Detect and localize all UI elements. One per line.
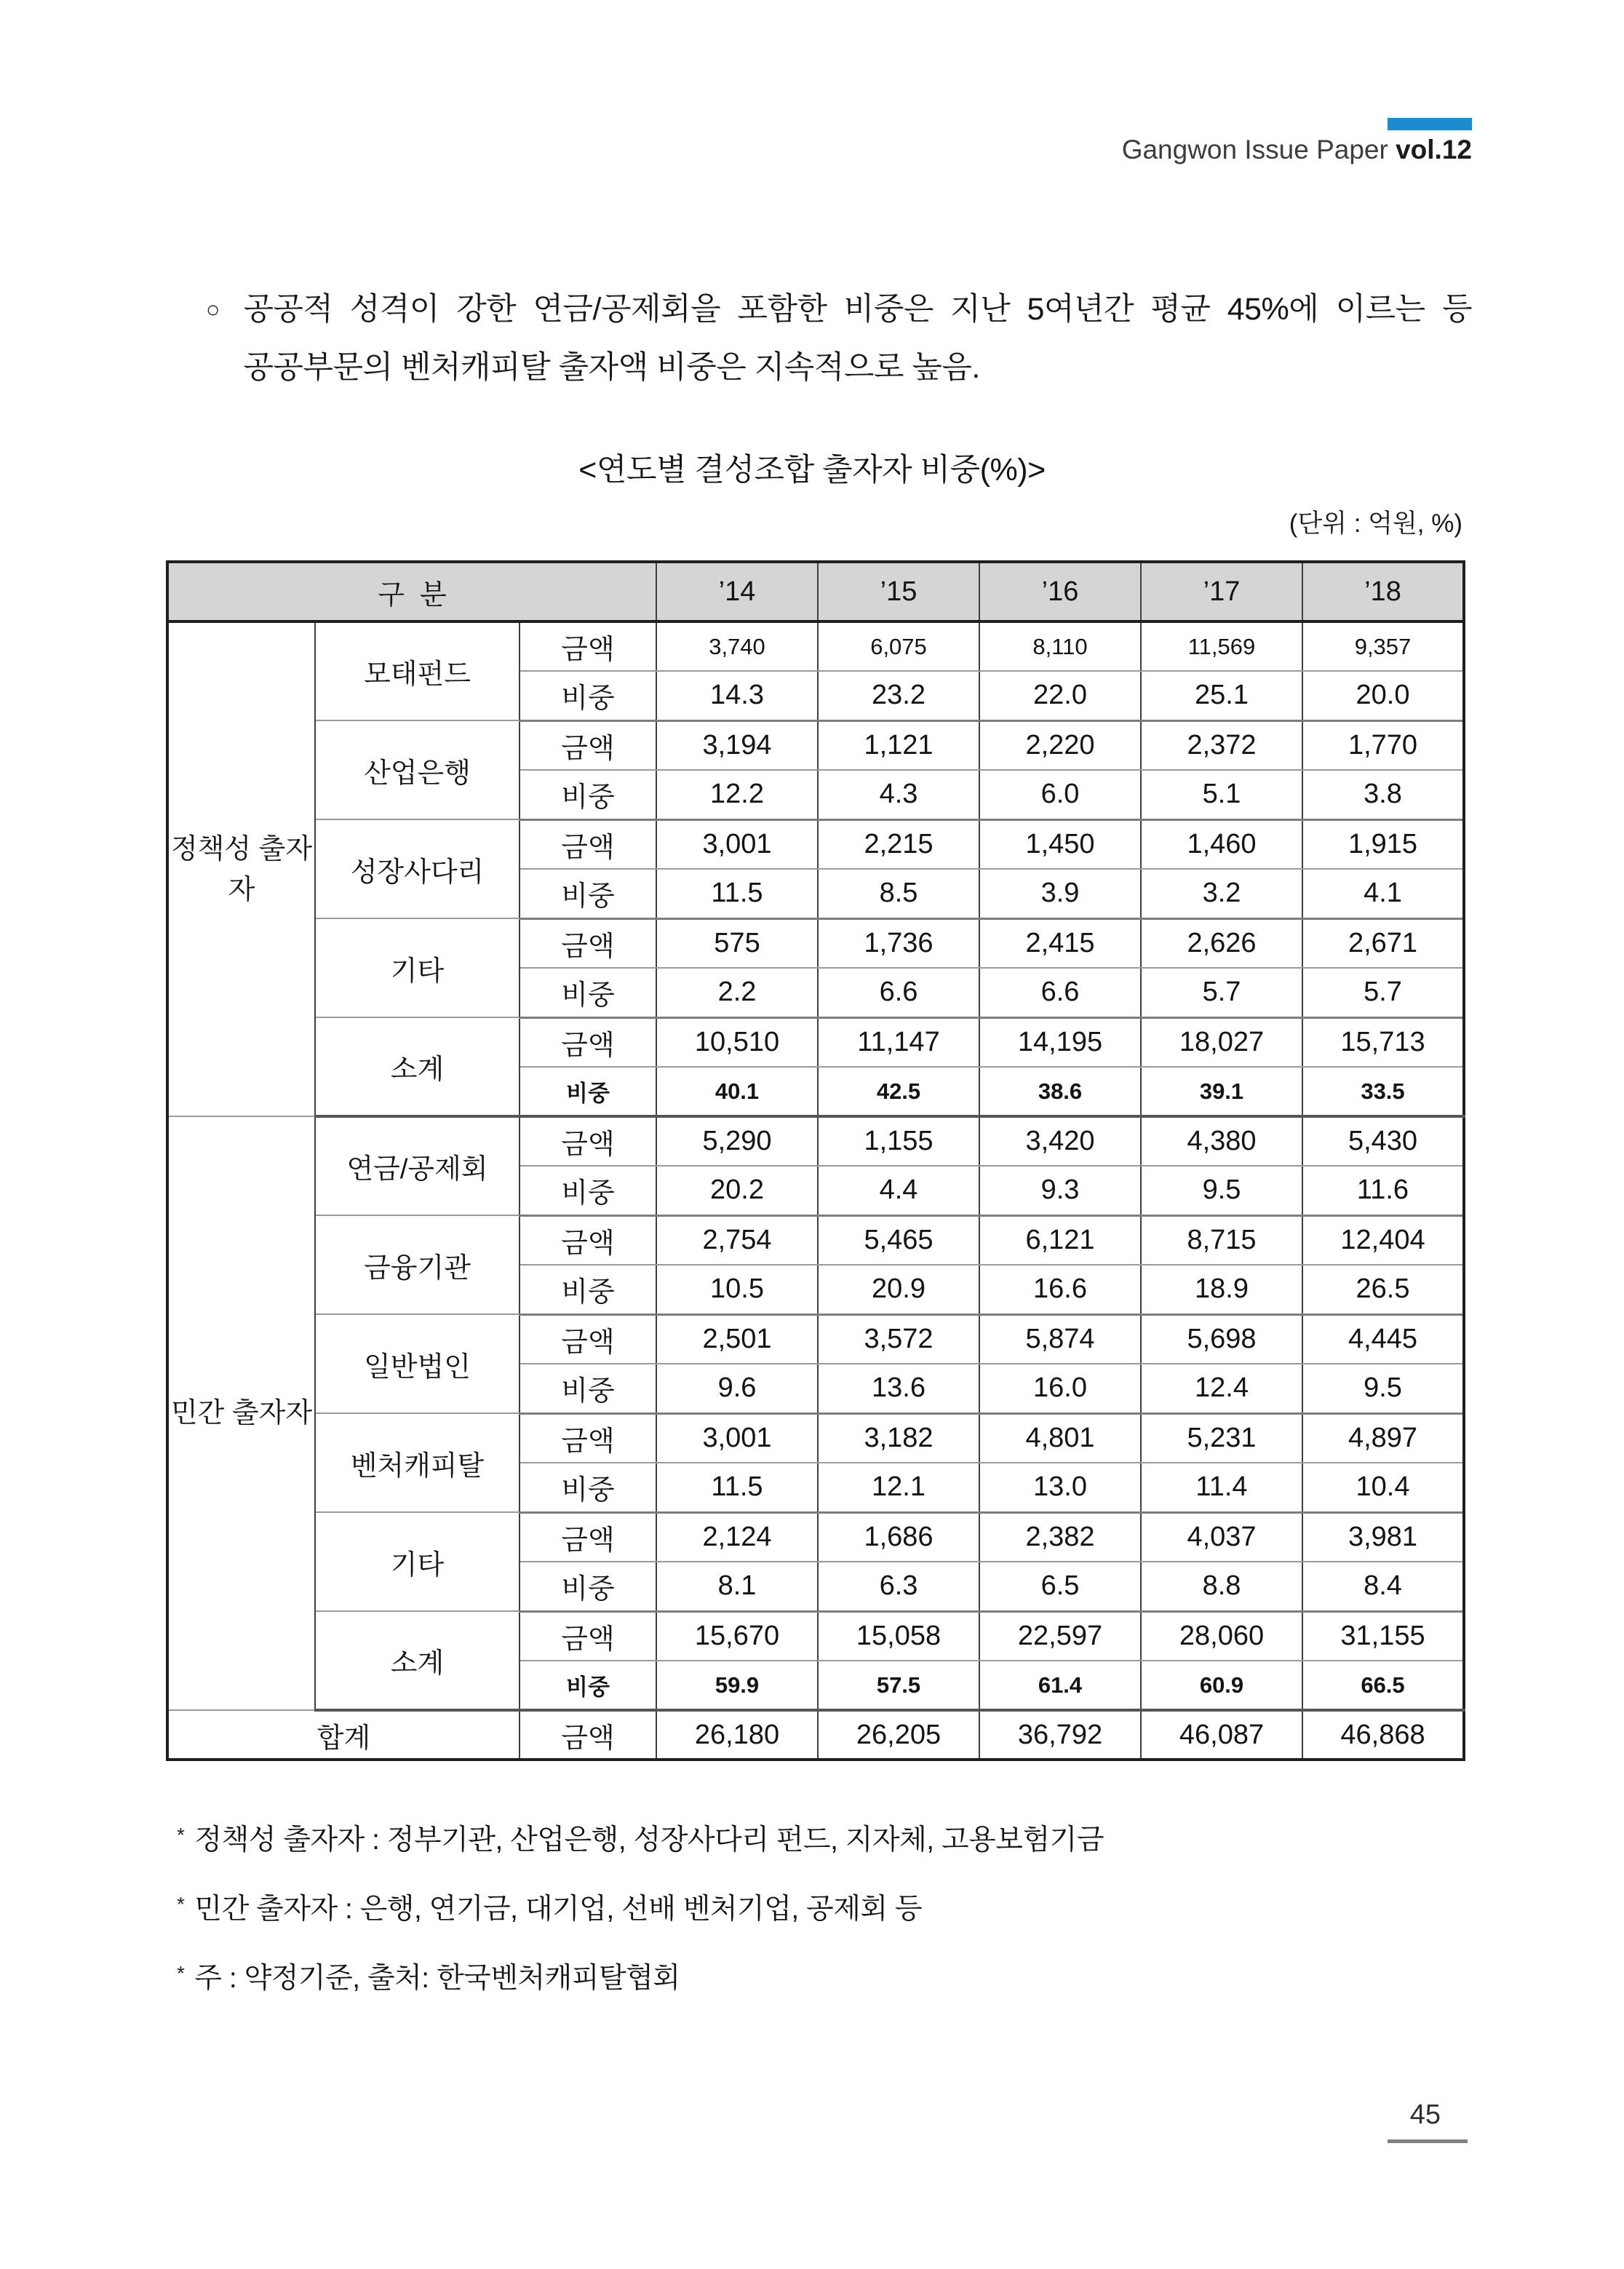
- footnote-line: [177, 1803, 1472, 1872]
- amount-value: 2,124: [656, 1512, 818, 1562]
- bullet-text: 공공적 성격이 강한 연금/공제회을 포함한 비중은 지난 5여년간 평균 45%에 이르는 등 공공부문의 벤처캐피탈 출자액 비중은 지속적으로 높음.: [243, 292, 1472, 385]
- ratio-value: 16.0: [979, 1364, 1141, 1413]
- metric-label: 비중: [520, 1364, 656, 1413]
- amount-value: 4,897: [1302, 1413, 1464, 1463]
- ratio-value: 22.0: [979, 671, 1141, 720]
- ratio-value: 38.6: [979, 1067, 1141, 1116]
- amount-value: 11,147: [818, 1017, 979, 1067]
- brand-accent-bar: [1388, 118, 1472, 130]
- header-year-14: ’14: [656, 562, 818, 621]
- ratio-value: 3.8: [1302, 770, 1464, 819]
- category-label: 모태펀드: [315, 621, 520, 720]
- ratio-value: 8.4: [1302, 1562, 1464, 1611]
- category-label: 기타: [315, 1512, 520, 1611]
- amount-value: 2,754: [656, 1215, 818, 1265]
- metric-label: 비중: [520, 1463, 656, 1512]
- ratio-value: 61.4: [979, 1661, 1141, 1710]
- ratio-value: 8.5: [818, 869, 979, 918]
- ratio-value: 9.5: [1141, 1166, 1302, 1215]
- ratio-value: 6.0: [979, 770, 1141, 819]
- amount-value: 2,372: [1141, 720, 1302, 770]
- ratio-value: 12.4: [1141, 1364, 1302, 1413]
- table-total-row: [167, 1710, 1464, 1760]
- amount-value: 4,445: [1302, 1314, 1464, 1364]
- amount-value: 5,698: [1141, 1314, 1302, 1364]
- amount-value: 3,194: [656, 720, 818, 770]
- amount-value: 11,569: [1141, 621, 1302, 671]
- ratio-value: 3.9: [979, 869, 1141, 918]
- ratio-value: 57.5: [818, 1661, 979, 1710]
- metric-label: 비중: [520, 1661, 656, 1710]
- footnote-text: 정책성 출자자 : 정부기관, 산업은행, 성장사다리 펀드, 지자체, 고용보험기금: [194, 1824, 1104, 1856]
- amount-value: 8,715: [1141, 1215, 1302, 1265]
- amount-value: 2,671: [1302, 918, 1464, 968]
- table-row: [167, 1314, 1464, 1364]
- metric-label: 비중: [520, 770, 656, 819]
- category-label-subtotal: 소계: [315, 1611, 520, 1710]
- metric-label: 비중: [520, 1166, 656, 1215]
- ratio-value: 3.2: [1141, 869, 1302, 918]
- amount-value: 1,915: [1302, 819, 1464, 869]
- ratio-value: 25.1: [1141, 671, 1302, 720]
- amount-value: 15,670: [656, 1611, 818, 1661]
- table-row: [167, 1017, 1464, 1067]
- ratio-value: 60.9: [1141, 1661, 1302, 1710]
- amount-value: 14,195: [979, 1017, 1141, 1067]
- bullet-paragraph: [206, 280, 1472, 397]
- ratio-value: 12.2: [656, 770, 818, 819]
- amount-value: 2,220: [979, 720, 1141, 770]
- ratio-value: 13.0: [979, 1463, 1141, 1512]
- unit-note: (단위 : 억원, %): [1289, 509, 1462, 538]
- metric-label: 금액: [520, 1413, 656, 1463]
- amount-value: 5,290: [656, 1116, 818, 1166]
- ratio-value: 26.5: [1302, 1265, 1464, 1314]
- ratio-value: 11.6: [1302, 1166, 1464, 1215]
- metric-label: 금액: [520, 819, 656, 869]
- total-value: 26,180: [656, 1710, 818, 1760]
- amount-value: 1,155: [818, 1116, 979, 1166]
- table-row: [167, 1413, 1464, 1463]
- metric-label: 금액: [520, 1116, 656, 1166]
- table-row: [167, 1512, 1464, 1562]
- ratio-value: 6.3: [818, 1562, 979, 1611]
- amount-value: 3,182: [818, 1413, 979, 1463]
- ratio-value: 5.7: [1141, 968, 1302, 1017]
- page-number-rule: [1388, 2139, 1468, 2143]
- amount-value: 6,121: [979, 1215, 1141, 1265]
- ratio-value: 20.0: [1302, 671, 1464, 720]
- amount-value: 4,037: [1141, 1512, 1302, 1562]
- footnote-marker: *: [177, 1962, 185, 1984]
- table-row: [167, 918, 1464, 968]
- metric-label: 비중: [520, 1067, 656, 1116]
- brand-volume: vol.12: [1396, 135, 1472, 164]
- category-label: 성장사다리: [315, 819, 520, 918]
- amount-value: 2,415: [979, 918, 1141, 968]
- metric-label: 금액: [520, 720, 656, 770]
- ratio-value: 66.5: [1302, 1661, 1464, 1710]
- table-header-row: [167, 562, 1464, 621]
- header-gubun: 구 분: [167, 562, 656, 621]
- investor-share-table: [166, 560, 1465, 1761]
- amount-value: 1,770: [1302, 720, 1464, 770]
- total-value: 46,087: [1141, 1710, 1302, 1760]
- amount-value: 1,460: [1141, 819, 1302, 869]
- ratio-value: 10.5: [656, 1265, 818, 1314]
- ratio-value: 5.1: [1141, 770, 1302, 819]
- total-value: 26,205: [818, 1710, 979, 1760]
- metric-label: 금액: [520, 1314, 656, 1364]
- amount-value: 5,874: [979, 1314, 1141, 1364]
- ratio-value: 11.5: [656, 869, 818, 918]
- metric-label: 금액: [520, 621, 656, 671]
- metric-label: 금액: [520, 1215, 656, 1265]
- ratio-value: 4.1: [1302, 869, 1464, 918]
- amount-value: 8,110: [979, 621, 1141, 671]
- ratio-value: 9.6: [656, 1364, 818, 1413]
- ratio-value: 11.4: [1141, 1463, 1302, 1512]
- table-row: [167, 1611, 1464, 1661]
- bullet-marker: ○: [206, 296, 220, 322]
- amount-value: 12,404: [1302, 1215, 1464, 1265]
- amount-value: 28,060: [1141, 1611, 1302, 1661]
- amount-value: 3,740: [656, 621, 818, 671]
- amount-value: 1,686: [818, 1512, 979, 1562]
- metric-label: 비중: [520, 869, 656, 918]
- amount-value: 4,801: [979, 1413, 1141, 1463]
- amount-value: 1,450: [979, 819, 1141, 869]
- page-number: 45: [1409, 2099, 1441, 2130]
- total-value: 46,868: [1302, 1710, 1464, 1760]
- footnote-text: 민간 출자자 : 은행, 연기금, 대기업, 선배 벤처기업, 공제회 등: [194, 1894, 923, 1925]
- ratio-value: 8.1: [656, 1562, 818, 1611]
- category-label: 산업은행: [315, 720, 520, 819]
- group-label-policy: 정책성 출자자: [167, 621, 315, 1116]
- footnote-line: [177, 1872, 1472, 1942]
- amount-value: 4,380: [1141, 1116, 1302, 1166]
- brand-name: Gangwon Issue Paper: [1121, 135, 1388, 164]
- metric-label: 비중: [520, 968, 656, 1017]
- amount-value: 15,058: [818, 1611, 979, 1661]
- category-label: 연금/공제회: [315, 1116, 520, 1215]
- metric-label: 비중: [520, 1562, 656, 1611]
- ratio-value: 8.8: [1141, 1562, 1302, 1611]
- amount-value: 3,420: [979, 1116, 1141, 1166]
- ratio-value: 6.5: [979, 1562, 1141, 1611]
- footnote-marker: *: [177, 1893, 185, 1915]
- table-row: [167, 621, 1464, 671]
- footnote-line: [177, 1942, 1472, 2011]
- ratio-value: 23.2: [818, 671, 979, 720]
- ratio-value: 16.6: [979, 1265, 1141, 1314]
- ratio-value: 20.9: [818, 1265, 979, 1314]
- amount-value: 10,510: [656, 1017, 818, 1067]
- metric-label: 비중: [520, 1265, 656, 1314]
- table-title: <연도별 결성조합 출자자 비중(%)>: [578, 453, 1046, 488]
- amount-value: 15,713: [1302, 1017, 1464, 1067]
- amount-value: 3,001: [656, 1413, 818, 1463]
- header-year-15: ’15: [818, 562, 979, 621]
- amount-value: 22,597: [979, 1611, 1141, 1661]
- amount-value: 5,430: [1302, 1116, 1464, 1166]
- header-year-17: ’17: [1141, 562, 1302, 621]
- ratio-value: 39.1: [1141, 1067, 1302, 1116]
- amount-value: 18,027: [1141, 1017, 1302, 1067]
- ratio-value: 9.5: [1302, 1364, 1464, 1413]
- metric-label: 금액: [520, 1611, 656, 1661]
- header-year-16: ’16: [979, 562, 1141, 621]
- table-row: [167, 819, 1464, 869]
- ratio-value: 6.6: [818, 968, 979, 1017]
- ratio-value: 20.2: [656, 1166, 818, 1215]
- ratio-value: 9.3: [979, 1166, 1141, 1215]
- amount-value: 3,001: [656, 819, 818, 869]
- amount-value: 1,121: [818, 720, 979, 770]
- metric-label: 금액: [520, 918, 656, 968]
- metric-label: 금액: [520, 1017, 656, 1067]
- amount-value: 2,382: [979, 1512, 1141, 1562]
- category-label: 일반법인: [315, 1314, 520, 1413]
- category-label: 벤처캐피탈: [315, 1413, 520, 1512]
- amount-value: 2,626: [1141, 918, 1302, 968]
- amount-value: 5,231: [1141, 1413, 1302, 1463]
- header-year-18: ’18: [1302, 562, 1464, 621]
- ratio-value: 14.3: [656, 671, 818, 720]
- ratio-value: 42.5: [818, 1067, 979, 1116]
- category-label-subtotal: 소계: [315, 1017, 520, 1116]
- footnote-text: 주 : 약정기준, 출처: 한국벤처캐피탈협회: [194, 1963, 680, 1994]
- brand-title: [1122, 135, 1472, 165]
- table-row: [167, 1116, 1464, 1166]
- group-label-private: 민간 출자자: [167, 1116, 315, 1710]
- total-value: 36,792: [979, 1710, 1141, 1760]
- footnote-marker: *: [177, 1824, 185, 1846]
- amount-value: 575: [656, 918, 818, 968]
- table-row: [167, 720, 1464, 770]
- ratio-value: 59.9: [656, 1661, 818, 1710]
- footnotes: [177, 1803, 1472, 2011]
- ratio-value: 5.7: [1302, 968, 1464, 1017]
- metric-label: 비중: [520, 671, 656, 720]
- amount-value: 9,357: [1302, 621, 1464, 671]
- amount-value: 5,465: [818, 1215, 979, 1265]
- amount-value: 2,501: [656, 1314, 818, 1364]
- amount-value: 1,736: [818, 918, 979, 968]
- category-label: 기타: [315, 918, 520, 1017]
- metric-label: 금액: [520, 1512, 656, 1562]
- amount-value: 6,075: [818, 621, 979, 671]
- category-label: 금융기관: [315, 1215, 520, 1314]
- ratio-value: 12.1: [818, 1463, 979, 1512]
- amount-value: 3,981: [1302, 1512, 1464, 1562]
- amount-value: 3,572: [818, 1314, 979, 1364]
- metric-label: 금액: [520, 1710, 656, 1760]
- ratio-value: 11.5: [656, 1463, 818, 1512]
- ratio-value: 18.9: [1141, 1265, 1302, 1314]
- amount-value: 31,155: [1302, 1611, 1464, 1661]
- ratio-value: 4.4: [818, 1166, 979, 1215]
- ratio-value: 2.2: [656, 968, 818, 1017]
- ratio-value: 33.5: [1302, 1067, 1464, 1116]
- table-row: [167, 1215, 1464, 1265]
- ratio-value: 40.1: [656, 1067, 818, 1116]
- amount-value: 2,215: [818, 819, 979, 869]
- ratio-value: 10.4: [1302, 1463, 1464, 1512]
- ratio-value: 6.6: [979, 968, 1141, 1017]
- ratio-value: 4.3: [818, 770, 979, 819]
- ratio-value: 13.6: [818, 1364, 979, 1413]
- total-label: 합계: [167, 1710, 520, 1760]
